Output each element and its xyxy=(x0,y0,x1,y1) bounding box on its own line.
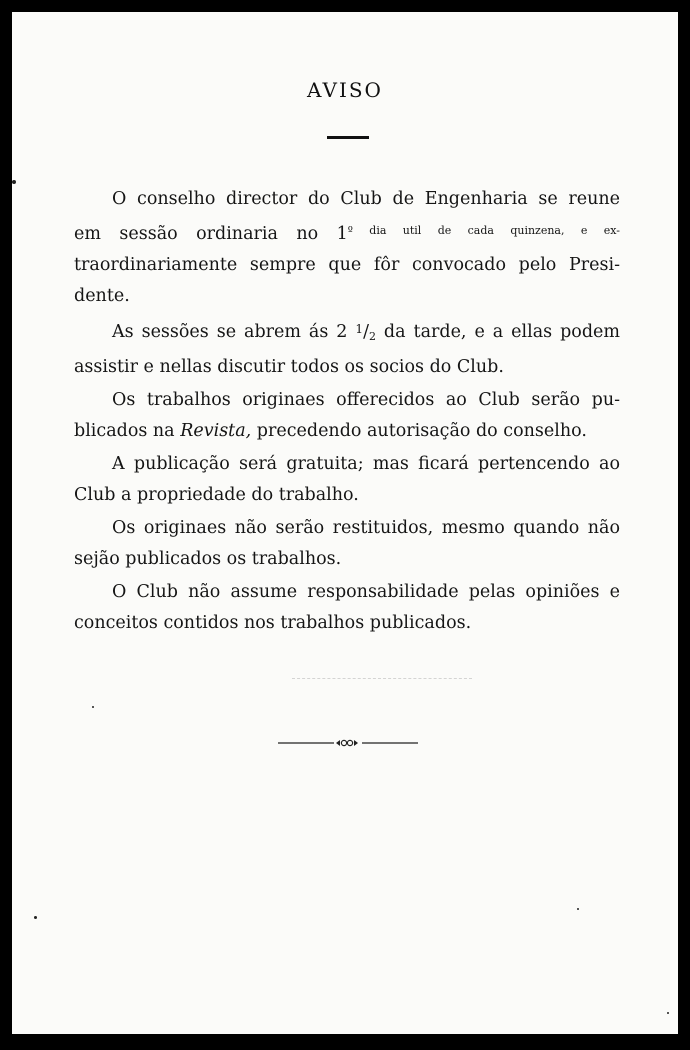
paragraph-4 xyxy=(74,449,620,511)
print-speck xyxy=(577,908,579,910)
print-speck xyxy=(12,180,16,184)
text-line: blicados na Revista, precedendo autorisação do conselho. xyxy=(74,421,587,441)
paragraph-3 xyxy=(74,385,620,447)
notice-body xyxy=(74,184,620,641)
ordinal-mark: º dia util de cada quinzena, e ex- xyxy=(347,224,620,237)
journal-title: Revista, xyxy=(180,421,252,441)
text-line: traordinariamente sempre que fôr convocado pelo Presi- xyxy=(74,255,620,275)
text-line: As sessões se abrem ás 2 $^1/_2$ da tarde, e a ellas podem xyxy=(112,322,620,343)
fraction-slash: / xyxy=(363,322,369,342)
faint-dotted-rule xyxy=(292,678,472,681)
paragraph-6 xyxy=(74,577,620,639)
text-line: sejão publicados os trabalhos. xyxy=(74,549,342,569)
document-page xyxy=(12,12,678,1034)
text-line: O conselho director do Club de Engenharia se reune xyxy=(112,189,620,209)
text-line: Os originaes não serão restituidos, mesmo quando não xyxy=(112,518,620,538)
paragraph-2 xyxy=(74,314,620,383)
fraction-denominator: 2 xyxy=(368,330,376,343)
ornament-divider-icon xyxy=(278,736,418,750)
print-speck xyxy=(34,916,37,919)
paragraph-5 xyxy=(74,513,620,575)
print-speck xyxy=(667,1012,669,1014)
print-speck xyxy=(92,706,94,708)
text-line: assistir e nellas discutir todos os socios do Club. xyxy=(74,357,504,377)
fraction-numerator: 1 xyxy=(355,322,364,336)
text-line: O Club não assume responsabilidade pelas opiniões e xyxy=(112,582,620,602)
text-line: Os trabalhos originaes offerecidos ao Club serão pu- xyxy=(112,390,620,410)
page-title: AVISO xyxy=(307,78,383,102)
paragraph-1 xyxy=(74,184,620,312)
title-divider xyxy=(327,136,369,139)
text-line: conceitos contidos nos trabalhos publicados. xyxy=(74,613,472,633)
text-line: dente. xyxy=(74,286,130,306)
text-line: em sessão ordinaria no $1^{º dia util de cada quinzena, e ex-}$ xyxy=(74,224,620,244)
text-line: A publicação será gratuita; mas ficará pertencendo ao xyxy=(112,454,620,474)
text-line: Club a propriedade do trabalho. xyxy=(74,485,359,505)
